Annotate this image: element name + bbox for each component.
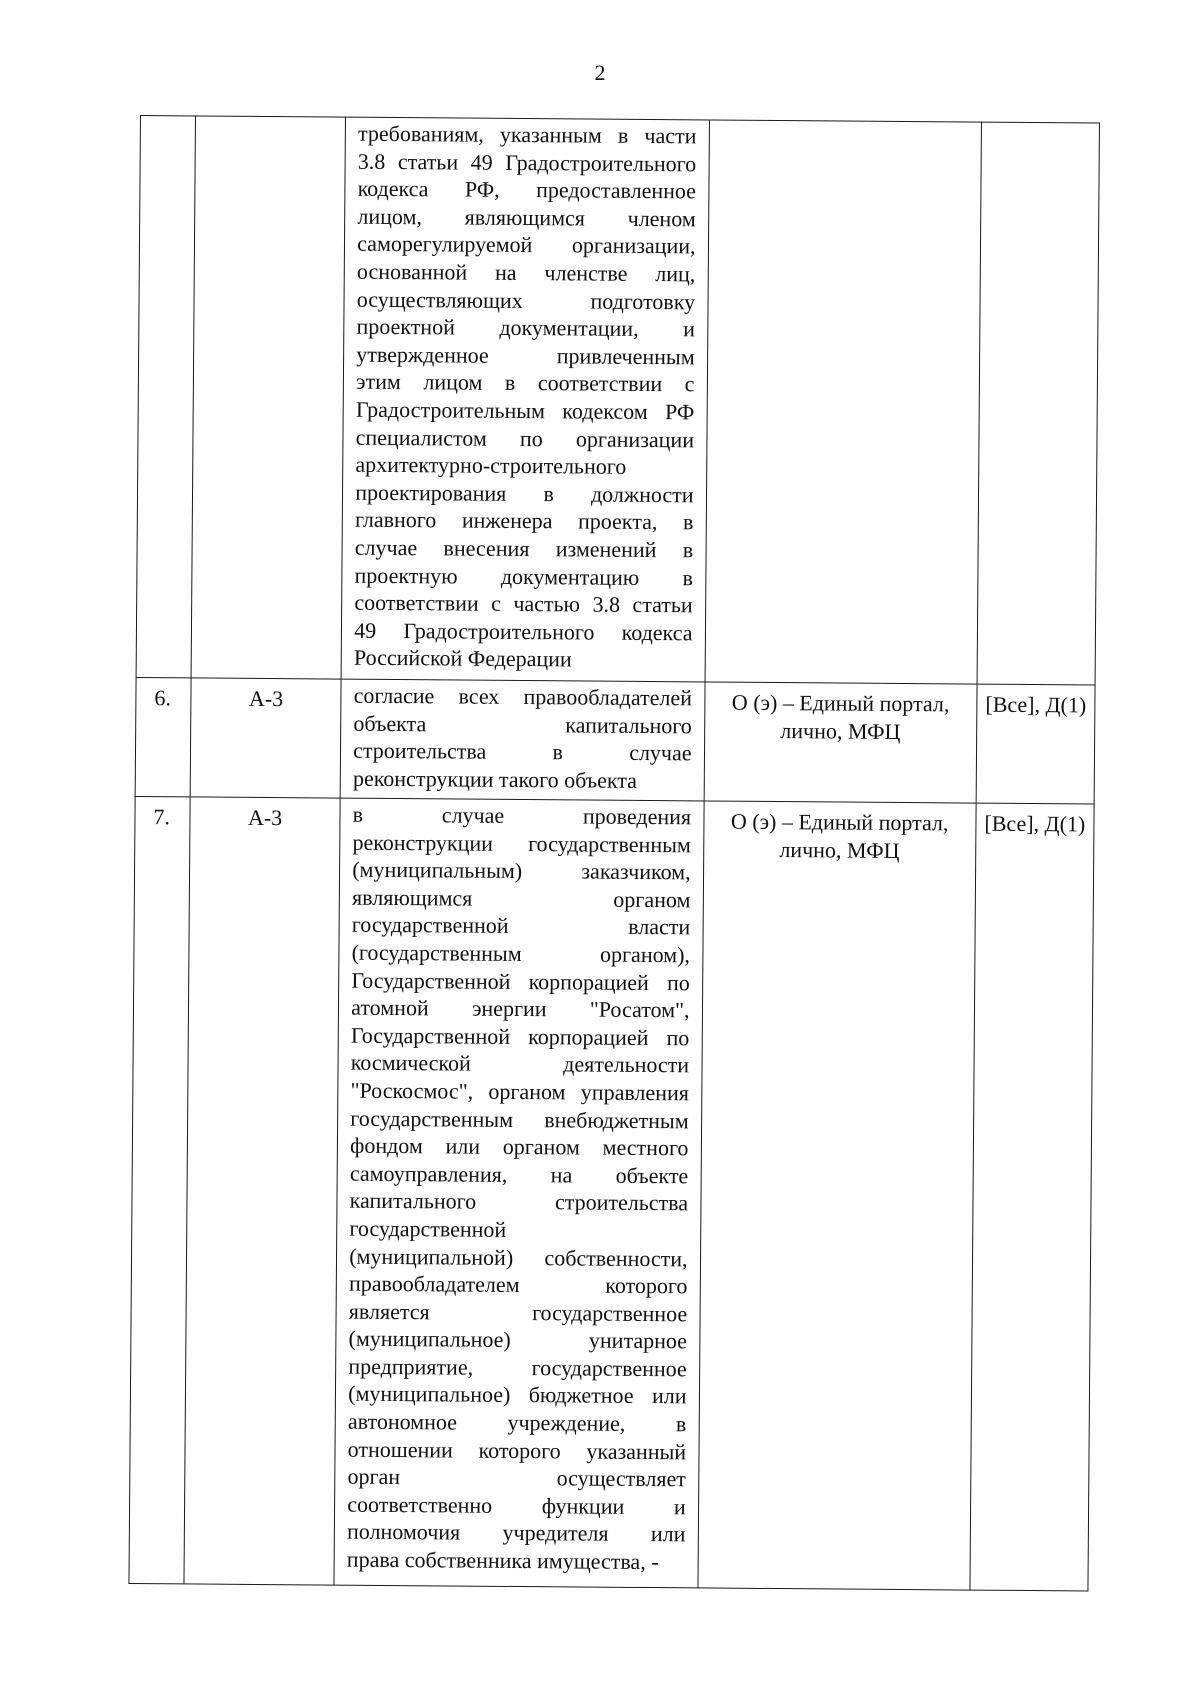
row-applicant-category: [Все], Д(1)	[970, 803, 1094, 1591]
description-line: Государственной корпорацией по	[351, 967, 690, 995]
description-line: утвержденное привлеченным	[356, 341, 695, 370]
documents-table	[128, 115, 1100, 1591]
description-line: осуществляющих подготовку	[356, 286, 696, 314]
description-line: (муниципальной) собственности,	[349, 1243, 688, 1271]
description-line: основанной на членстве лиц,	[356, 258, 696, 287]
description-line: случае внесения изменений в	[354, 534, 694, 563]
description-line: 49 Градостроительного кодекса	[354, 617, 693, 646]
description-line: главного инженера проекта, в	[354, 507, 694, 535]
description-line: космической деятельности	[350, 1050, 690, 1078]
description-line: государственным внебюджетным	[350, 1105, 689, 1133]
description-line: в случае проведения	[352, 801, 692, 830]
description-line: согласие всех правообладателей	[353, 682, 693, 711]
description-line: Градостроительным кодексом РФ	[355, 396, 695, 425]
description-line: объекта капитального	[353, 710, 692, 738]
description-line: строительства в случае	[353, 737, 692, 766]
row-submission-form: О (э) – Единый портал, лично, МФЦ	[704, 682, 977, 803]
description-line: соответствии с частью 3.8 статьи	[354, 589, 693, 618]
description-line: являющимся органом	[351, 884, 691, 913]
description-line: Государственной корпорацией по	[350, 1022, 690, 1051]
description-line: капитального строительства	[349, 1187, 689, 1216]
description-line: атомной энергии "Росатом",	[351, 994, 690, 1023]
row-submission-form	[705, 120, 982, 684]
row-code	[191, 116, 346, 679]
description-line: орган осуществляет	[347, 1463, 686, 1492]
description-line: полномочия учредителя или	[346, 1519, 686, 1547]
row-number	[136, 116, 195, 678]
description-line: государственной власти	[351, 912, 691, 940]
description-line: автономное учреждение, в	[347, 1408, 687, 1437]
description-line: является государственное	[348, 1298, 688, 1327]
description-line: права собственника имущества, -	[346, 1546, 659, 1575]
row-number: 7.	[129, 796, 190, 1583]
description-line: реконструкции такого объекта	[352, 765, 638, 793]
description-line: проектирования в должности	[355, 479, 694, 508]
description-line: отношении которого указанный	[347, 1436, 687, 1464]
description-line: требованиям, указанным в части	[357, 120, 697, 149]
description-line: государственной	[349, 1215, 507, 1242]
page-number: 2	[594, 60, 606, 85]
description-line: фондом или органом местного	[350, 1132, 689, 1161]
table-row	[129, 796, 1094, 1591]
description-line: этим лицом в соответствии с	[356, 369, 695, 397]
description-line: реконструкции государственным	[352, 829, 691, 857]
description-line: Российской Федерации	[353, 644, 572, 672]
table-row	[135, 677, 1095, 804]
description-line: (муниципальное) унитарное	[348, 1325, 688, 1354]
description-line: "Роскосмос", органом управления	[350, 1077, 690, 1106]
description-line: (муниципальное) бюджетное или	[348, 1381, 687, 1409]
description-line: кодекса РФ, предоставленное	[357, 175, 697, 204]
description-line: (муниципальным) заказчиком,	[352, 856, 691, 885]
description-line: самоуправления, на объекте	[349, 1160, 689, 1189]
description-line: саморегулируемой организации,	[357, 231, 696, 259]
row-applicant-category: [Все], Д(1)	[976, 684, 1095, 804]
description-line: специалистом по организации	[355, 424, 695, 452]
description-line: предприятие, государственное	[348, 1353, 687, 1382]
description-line: проектную документацию в	[354, 562, 694, 590]
row-number: 6.	[135, 677, 191, 796]
description-line: проектной документации, и	[356, 313, 696, 342]
row-applicant-category	[977, 122, 1100, 685]
description-line: соответственно функции и	[347, 1491, 686, 1520]
description-line: (государственным органом),	[351, 939, 691, 968]
row-description	[334, 798, 704, 1588]
table-row	[136, 116, 1099, 686]
row-description	[340, 679, 704, 801]
row-code: А-3	[184, 797, 340, 1585]
row-submission-form: О (э) – Единый портал, лично, МФЦ	[698, 801, 976, 1590]
row-code: А-3	[190, 678, 341, 798]
description-line: 3.8 статьи 49 Градостроительного	[357, 148, 697, 176]
row-description	[341, 117, 709, 682]
description-line: архитектурно-строительного	[355, 451, 627, 479]
description-line: лицом, являющимся членом	[357, 203, 696, 232]
description-line: правообладателем которого	[348, 1270, 688, 1299]
